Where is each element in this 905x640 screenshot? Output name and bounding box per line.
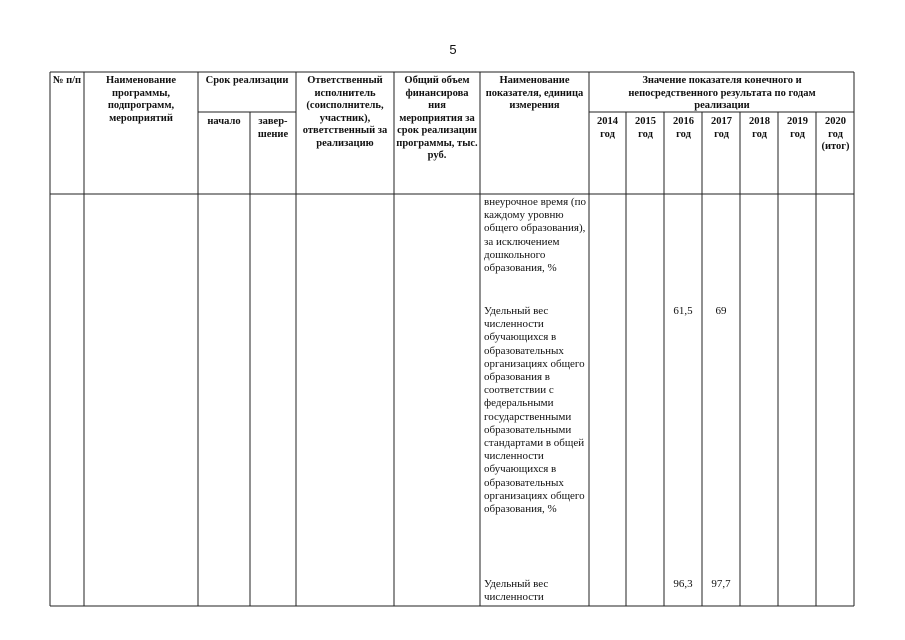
header-num: № п/п	[52, 75, 82, 86]
header-executor: Ответственный исполнитель (соисполнитель, участник), ответственный за реализацию	[302, 75, 388, 149]
table-row-indicator: Удельный вес численности	[484, 578, 549, 604]
header-year-2017: 2017 год	[711, 116, 732, 140]
header-year-2018: 2018 год	[749, 116, 770, 140]
page-number: 5	[449, 42, 457, 57]
table-row-value-2016: 96,3	[673, 578, 693, 590]
header-term-end: завер-шение	[257, 116, 289, 140]
header-term-start: начало	[207, 116, 241, 127]
header-year-2019: 2019 год	[787, 116, 808, 140]
header-program-name: Наименование программы, подпрограмм, мероприятий	[106, 75, 176, 124]
table-row-value-2017: 69	[715, 305, 727, 317]
header-funding: Общий объем финансирова ния мероприятия за срок реализации программы, тыс. руб.	[396, 75, 478, 161]
table-row-indicator: Удельный вес численности обучающихся в образовательных организациях общего образования в соответствии с федеральными государственными образовательными стандартами в общей численности обучающихся в образовательных организациях общего образования, %	[484, 305, 585, 516]
table-row-value-2017: 97,7	[711, 578, 731, 590]
header-year-2020: 2020 год (итог)	[821, 116, 850, 152]
table-row-value-2016: 61,5	[673, 305, 693, 317]
header-indicator: Наименование показателя, единица измерения	[485, 75, 584, 111]
header-year-2016: 2016 год	[673, 116, 694, 140]
header-year-2014: 2014 год	[597, 116, 618, 140]
header-year-2015: 2015 год	[635, 116, 656, 140]
header-term: Срок реализации	[205, 75, 289, 86]
header-values-title: Значение показателя конечного и непосредственного результата по годам реализации	[628, 75, 816, 111]
table-row-indicator: внеурочное время (по каждому уровню общего образования), за исключением дошкольного образования, %	[484, 196, 586, 275]
